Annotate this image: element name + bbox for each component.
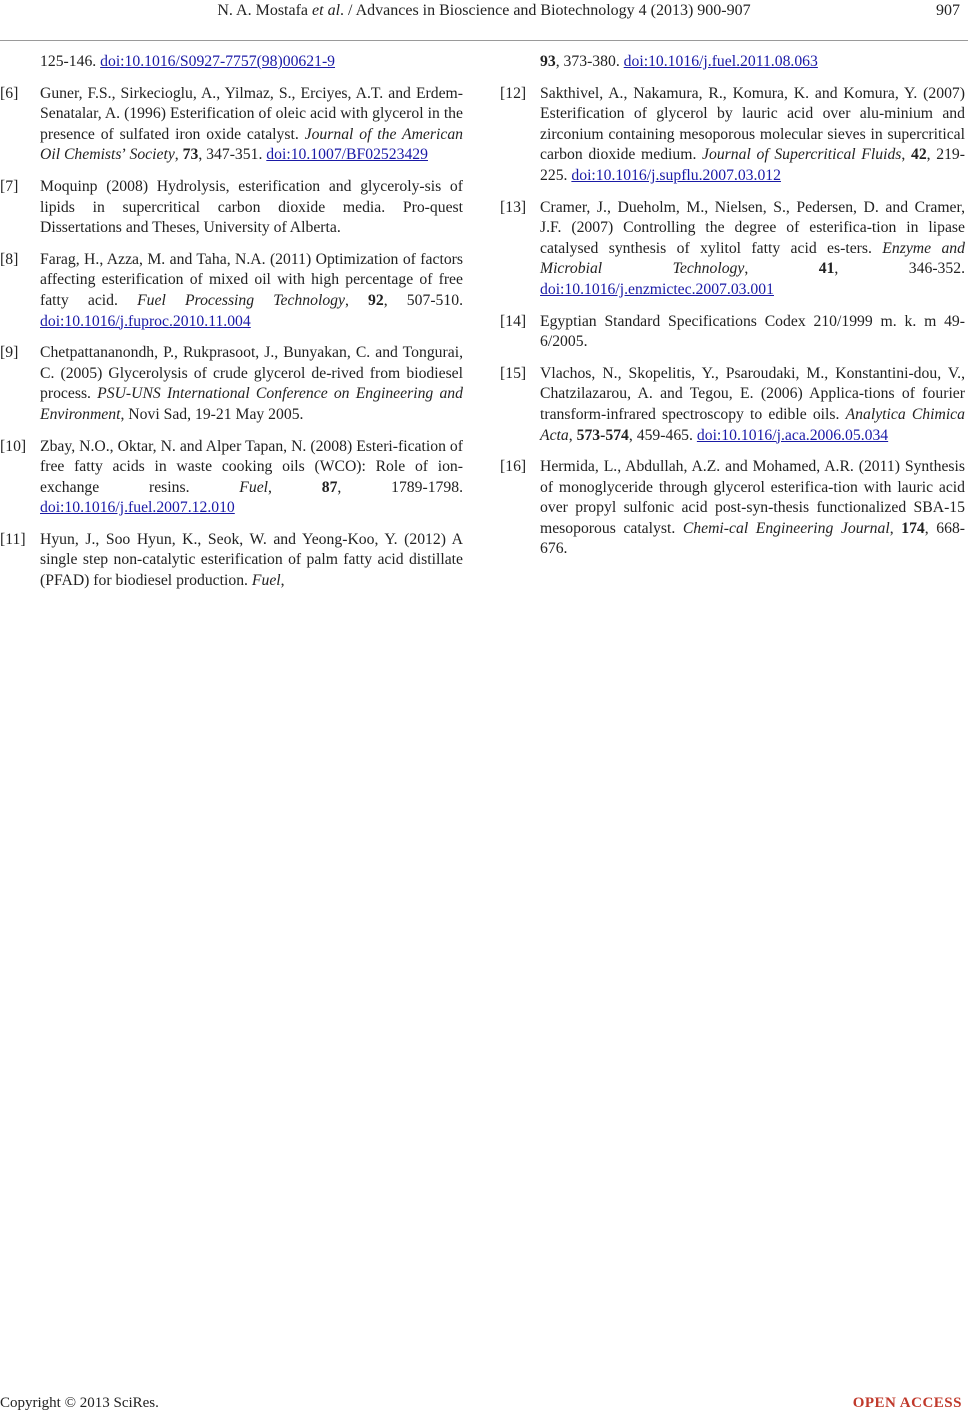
reference-number: [14] xyxy=(500,312,527,330)
ref-text: , xyxy=(568,426,577,444)
ref-pages: , 459-465. xyxy=(628,426,697,444)
reference-item xyxy=(0,343,463,425)
ref-volume: 92 xyxy=(368,291,384,309)
reference-item xyxy=(0,530,463,592)
ref-pages: , 1789-1798. xyxy=(337,478,463,496)
ref-text: , xyxy=(344,291,369,309)
ref-text: , xyxy=(889,519,902,537)
ref-journal: Enzyme and Microbial Technology xyxy=(540,239,965,278)
doi-link[interactable]: doi:10.1016/j.enzmictec.2007.03.001 xyxy=(540,280,774,298)
ref-text: , xyxy=(280,572,285,590)
reference-item xyxy=(0,437,463,519)
title-et-al: et al xyxy=(312,2,341,19)
open-access-label: OPEN ACCESS xyxy=(852,1395,962,1411)
doi-link[interactable]: doi:10.1016/j.fuel.2007.12.010 xyxy=(40,499,235,517)
ref-text: , xyxy=(268,478,322,496)
copyright-notice: Copyright © 2013 SciRes. xyxy=(0,1395,159,1411)
reference-item xyxy=(500,457,966,560)
ref-text: 125-146. xyxy=(40,53,101,70)
ref-text: Chetpattananondh, P., Rukprasoot, J., Bunyakan, C. and Tongurai, C. (2005) Glycerolysis of crude glycerol de-rived from biodiesel process. xyxy=(40,344,463,403)
reference-continuation xyxy=(8,52,463,73)
ref-journal: Society xyxy=(129,146,175,164)
reference-item xyxy=(0,84,464,166)
ref-text: Guner, F.S., Sirkecioglu, A., Yilmaz, S., Erciyes, A.T. and Erdem-Senatalar, A. (1996) Esterification of oleic acid with glycerol in the presence of sulfated iron oxide catalyst. xyxy=(40,84,463,143)
ref-text: , xyxy=(901,146,911,164)
ref-text: ’ xyxy=(121,146,130,164)
ref-volume: 174 xyxy=(901,519,925,537)
left-column xyxy=(0,52,464,603)
reference-item xyxy=(500,364,965,446)
reference-number: [9] xyxy=(0,344,19,362)
ref-pages: , 346-352. xyxy=(834,260,965,278)
page-footer xyxy=(0,1395,968,1414)
reference-number: [10] xyxy=(0,437,27,455)
reference-item xyxy=(0,177,463,239)
reference-number: [16] xyxy=(500,458,527,476)
reference-item xyxy=(500,198,965,301)
ref-text: Farag, H., Azza, M. and Taha, N.A. (2011) Optimization of factors affecting esterification of mixed oil with high percentage of free fatty acid. xyxy=(40,250,463,309)
ref-text: Cramer, J., Dueholm, M., Nielsen, S., Pedersen, D. and Cramer, J.F. (2007) Controlling the degree of esterifica-tion in lipase catalysed synthesis of xylitol fatty acid es-ters. xyxy=(540,198,965,257)
ref-pages: , 668-676. xyxy=(540,519,966,558)
ref-journal: Journal of Supercritical Fluids xyxy=(702,146,902,164)
running-header xyxy=(0,0,968,41)
reference-number: [13] xyxy=(500,198,527,216)
ref-text: Vlachos, N., Skopelitis, Y., Psaroudaki, M., Konstantini-dou, V., Chatzilazarou, A. and Tegou, E. (2006) Applica-tions of fourier transform-infrared spectroscopy to edible oils. xyxy=(540,364,965,423)
doi-link[interactable]: doi:10.1016/j.supflu.2007.03.012 xyxy=(571,166,781,184)
reference-continuation xyxy=(508,52,965,73)
doi-link[interactable]: doi:10.1016/S0927-7757(98)00621-9 xyxy=(100,53,336,70)
ref-text: Hyun, J., Soo Hyun, K., Seok, W. and Yeong-Koo, Y. (2012) A single step non-catalytic esterification of palm fatty acid distillate (PFAD) for biodiesel production. xyxy=(40,530,463,590)
ref-text: , Novi Sad, 19-21 May 2005. xyxy=(120,405,304,423)
ref-volume: 573-574 xyxy=(576,426,629,444)
reference-number: [15] xyxy=(500,364,527,382)
doi-link[interactable]: doi:10.1016/j.fuproc.2010.11.004 xyxy=(40,312,251,330)
ref-pages: , 373-380. xyxy=(555,53,624,70)
doi-link[interactable]: doi:10.1016/j.fuel.2011.08.063 xyxy=(623,53,818,70)
ref-pages: , 219-225. xyxy=(540,146,965,184)
reference-item xyxy=(0,250,463,332)
title-journal: . / Advances in Bioscience and Biotechnology 4 (2013) 900-907 xyxy=(340,2,751,19)
ref-pages: , 507-510. xyxy=(383,291,463,309)
ref-journal: Analytica Chimica Acta xyxy=(540,405,965,444)
right-column xyxy=(500,52,966,571)
ref-text: Moquinp (2008) Hydrolysis, esterification and glyceroly-sis of lipids in supercritical carbon dioxide media. Pro-quest Dissertations and Theses, University of Alberta. xyxy=(40,177,463,237)
ref-journal: Chemi-cal Engineering Journal xyxy=(682,519,890,537)
ref-volume: 41 xyxy=(818,260,835,278)
reference-number: [11] xyxy=(0,530,26,548)
reference-item xyxy=(500,312,965,353)
ref-text: , xyxy=(744,260,819,278)
doi-link[interactable]: doi:10.1016/j.aca.2006.05.034 xyxy=(696,426,889,444)
reference-number: [7] xyxy=(0,177,19,195)
reference-number: [12] xyxy=(500,84,527,102)
ref-volume: 93 xyxy=(540,53,556,70)
reference-item xyxy=(500,84,965,187)
reference-number: [8] xyxy=(0,250,19,268)
doi-link[interactable]: doi:10.1007/BF02523429 xyxy=(266,146,428,164)
ref-volume: 87 xyxy=(321,478,338,496)
ref-volume: 42 xyxy=(910,146,927,164)
ref-pages: , 347-351. xyxy=(198,146,267,164)
ref-journal: Fuel Processing Technology xyxy=(137,291,345,309)
ref-journal: Fuel xyxy=(251,572,281,590)
ref-text: , xyxy=(174,146,183,164)
running-title xyxy=(0,2,968,20)
ref-text: Sakthivel, A., Nakamura, R., Komura, K. and Komura, Y. (2007) Esterification of glycerol by lauric acid over alu-minium and zirconium containing mesoporous molecular sieves in supercritical carbon dioxide medium. xyxy=(540,84,965,164)
ref-journal: Fuel xyxy=(239,478,269,496)
ref-volume: 73 xyxy=(182,146,199,164)
page-number: 907 xyxy=(936,2,960,19)
ref-text: Egyptian Standard Specifications Codex 210/1999 m. k. m 49-6/2005. xyxy=(540,312,965,351)
ref-text: Hermida, L., Abdullah, A.Z. and Mohamed, A.R. (2011) Synthesis of monoglyceride through glycerol esterifica-tion with lauric acid over propyl sulfonic acid post-syn-thesis functionalized SBA-15 mesoporous catalyst. xyxy=(540,458,965,537)
reference-number: [6] xyxy=(0,84,19,102)
ref-journal: PSU-UNS International Conference on Engineering and Environment xyxy=(40,385,463,423)
title-authors: N. A. Mostafa xyxy=(217,2,313,19)
ref-journal: Journal of the American Oil Chemists xyxy=(40,125,464,164)
ref-text: Zbay, N.O., Oktar, N. and Alper Tapan, N. (2008) Esteri-fication of free fatty acids in waste cooking oils (WCO): Role of ion-exchange resins. xyxy=(40,437,463,496)
